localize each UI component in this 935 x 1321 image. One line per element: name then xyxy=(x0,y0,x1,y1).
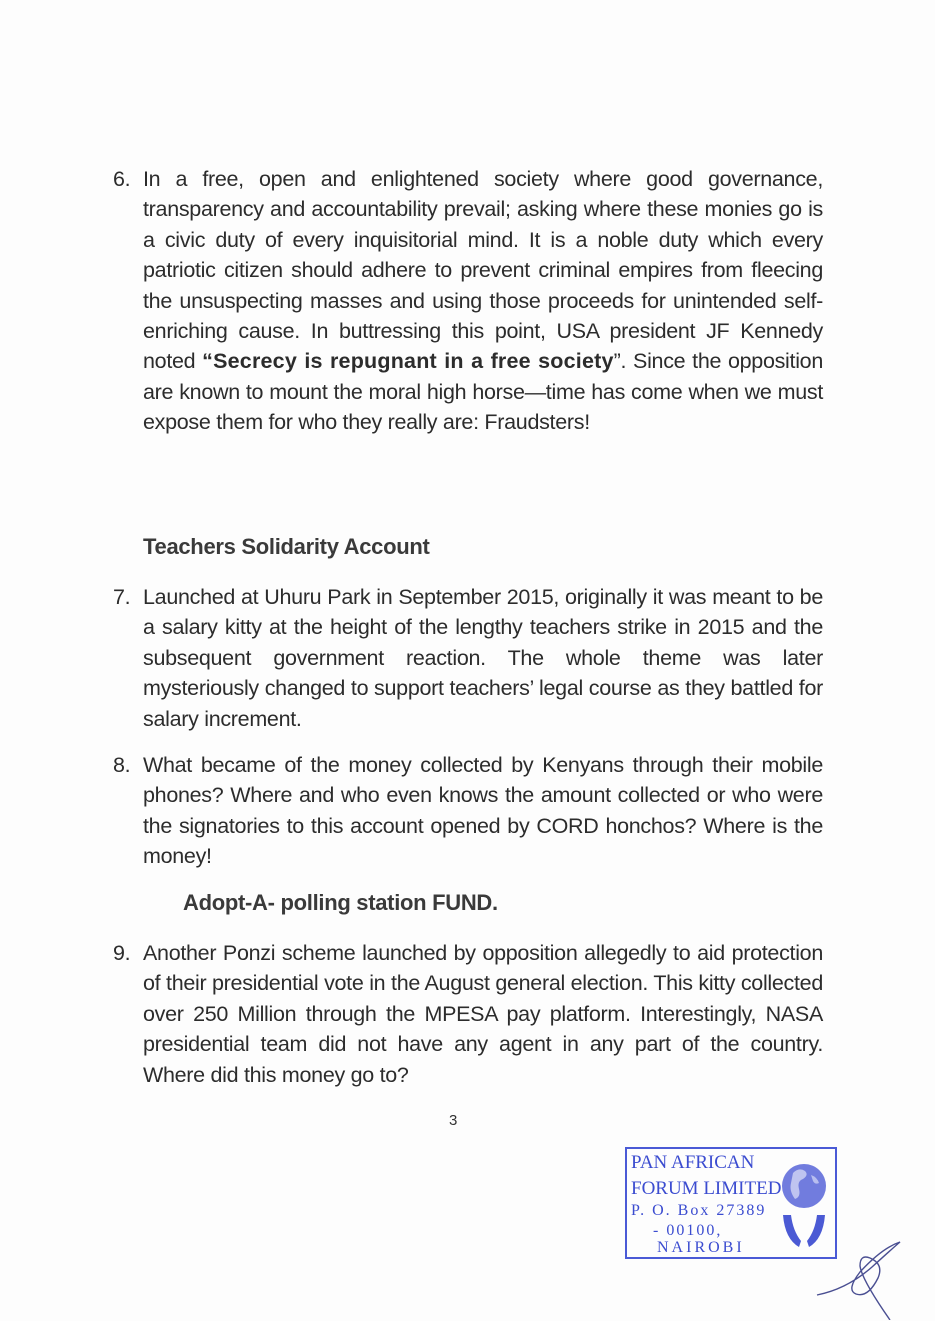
paragraph-8 xyxy=(113,750,823,872)
paragraph-9 xyxy=(113,938,823,1090)
item-number: 8. xyxy=(113,753,131,777)
paragraph-7 xyxy=(113,582,823,734)
paragraph-text-part: In a free, open and enlightened society where good governance, transparency and accountability prevail; asking where these monies go is a civic duty of every inquisitorial mind. It is a noble duty which every patriotic citizen should adhere to prevent criminal empires from fleecing the unsuspecting masses and using those proceeds for unintended self-enriching cause. In buttressing this point, USA president JF Kennedy noted xyxy=(143,167,823,374)
stamp-line: FORUM LIMITED xyxy=(631,1178,782,1199)
stamp-line: - 00100, xyxy=(653,1222,723,1239)
item-number: 7. xyxy=(113,585,131,609)
stamp-line: NAIROBI xyxy=(657,1239,745,1256)
page-number: 3 xyxy=(449,1112,458,1129)
stamp-line: P. O. Box 27389 xyxy=(631,1202,767,1219)
paragraph-6 xyxy=(113,164,823,438)
stamp-line: PAN AFRICAN xyxy=(631,1152,755,1173)
paragraph-text-part: ”. Since the opposition are known to mount the moral high horse—time has come when we must expose them for who they really are: Fraudsters! xyxy=(143,349,823,435)
item-number: 6. xyxy=(113,167,131,191)
paragraph-text xyxy=(143,164,823,438)
heading-adopt-a-polling-station-fund: Adopt-A- polling station FUND. xyxy=(183,890,498,915)
paragraph-text: Another Ponzi scheme launched by opposition allegedly to aid protection of their presidential vote in the August general election. This kitty collected over 250 Million through the MPESA pay platform. Interestingly, NASA presidential team did not have any agent in any part of the country. Where did this money go to? xyxy=(143,941,823,1087)
paragraph-text: What became of the money collected by Kenyans through their mobile phones? Where and who even knows the amount collected or who were the signatories to this account opened by CORD honchos? Where is the money! xyxy=(143,753,823,869)
signature-mark-icon xyxy=(815,1235,905,1320)
company-stamp xyxy=(625,1147,837,1259)
paragraph-text: Launched at Uhuru Park in September 2015, originally it was meant to be a salary kitty at the height of the lengthy teachers strike in 2015 and the subsequent government reaction. The whole theme was later mysteriously changed to support teachers’ legal course as they battled for salary increment. xyxy=(143,585,823,731)
heading-teachers-solidarity-account: Teachers Solidarity Account xyxy=(143,534,430,559)
item-number: 9. xyxy=(113,941,131,965)
kennedy-quote: “Secrecy is repugnant in a free society xyxy=(202,349,614,374)
